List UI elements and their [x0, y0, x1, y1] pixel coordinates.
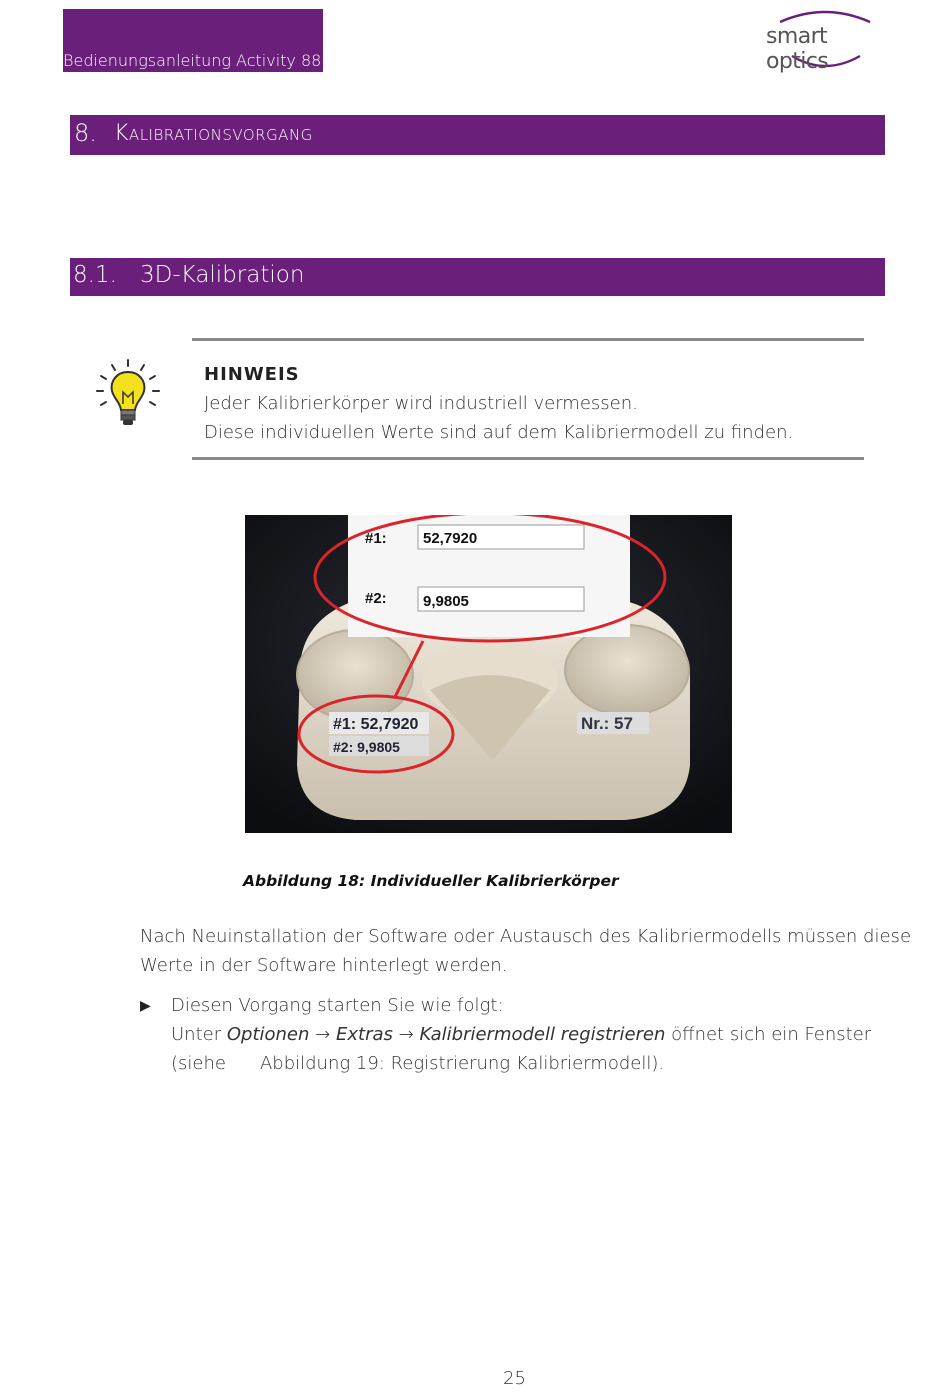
dialog-field-2-label: #2: [365, 590, 387, 607]
document-title: Bedienungsanleitung Activity 888 [63, 51, 332, 70]
menu-path-optionen: Optionen [226, 1024, 310, 1045]
section-number: 8.1. [73, 262, 117, 288]
bullet-siehe: (siehe [171, 1053, 226, 1074]
menu-path-kalibriermodell: Kalibriermodell registrieren [419, 1024, 666, 1045]
logo-text: smart optics [766, 24, 829, 74]
bullet-line-1: Diesen Vorgang starten Sie wie folgt: [171, 995, 504, 1016]
section-heading [70, 258, 885, 296]
calibration-body-photo [245, 515, 732, 833]
bullet-unter: Unter [171, 1024, 222, 1045]
page-number: 25 [503, 1368, 526, 1389]
smart-optics-logo [760, 8, 890, 74]
bullet-triangle-icon: ▶ [140, 998, 151, 1014]
chapter-number: 8. [74, 119, 97, 147]
dialog-field-1-value: 52,7920 [423, 530, 478, 547]
figure-reference-link[interactable]: Abbildung 19: Registrierung Kalibriermodell). [259, 1053, 665, 1074]
note-top-rule [192, 338, 864, 341]
sticker-line-1: #1: 52,7920 [333, 716, 419, 733]
number-label: Nr.: 57 [581, 714, 633, 733]
note-text-line-1: Jeder Kalibrierkörper wird industriell vermessen. [204, 393, 638, 414]
section-title: 3D-Kalibration [140, 262, 305, 288]
sticker-line-2: #2: 9,9805 [333, 739, 400, 755]
body-paragraph-line-1: Nach Neuinstallation der Software oder Austausch des Kalibriermodells müssen diese [140, 926, 912, 947]
body-paragraph-line-2: Werte in der Software hinterlegt werden. [140, 955, 508, 976]
bullet-line-3 [171, 1053, 664, 1074]
note-text-line-2: Diese individuellen Werte sind auf dem Kalibriermodell zu finden. [204, 422, 794, 443]
chapter-title: Kalibrationsvorgang [114, 121, 313, 146]
menu-path-extras: Extras [335, 1024, 393, 1045]
note-heading: HINWEIS [204, 364, 300, 385]
dialog-field-2-value: 9,9805 [423, 593, 469, 610]
bullet-rest: öffnet sich ein Fenster [671, 1024, 872, 1045]
menu-arrow-icon: → [315, 1024, 331, 1045]
note-bottom-rule [192, 457, 864, 460]
lightbulb-icon [94, 358, 162, 430]
menu-arrow-icon: → [398, 1024, 414, 1045]
bullet-line-2 [171, 1024, 871, 1045]
chapter-heading [70, 115, 885, 155]
dialog-field-1-label: #1: [365, 530, 387, 547]
figure-caption: Abbildung 18: Individueller Kalibrierkörper [243, 872, 619, 890]
